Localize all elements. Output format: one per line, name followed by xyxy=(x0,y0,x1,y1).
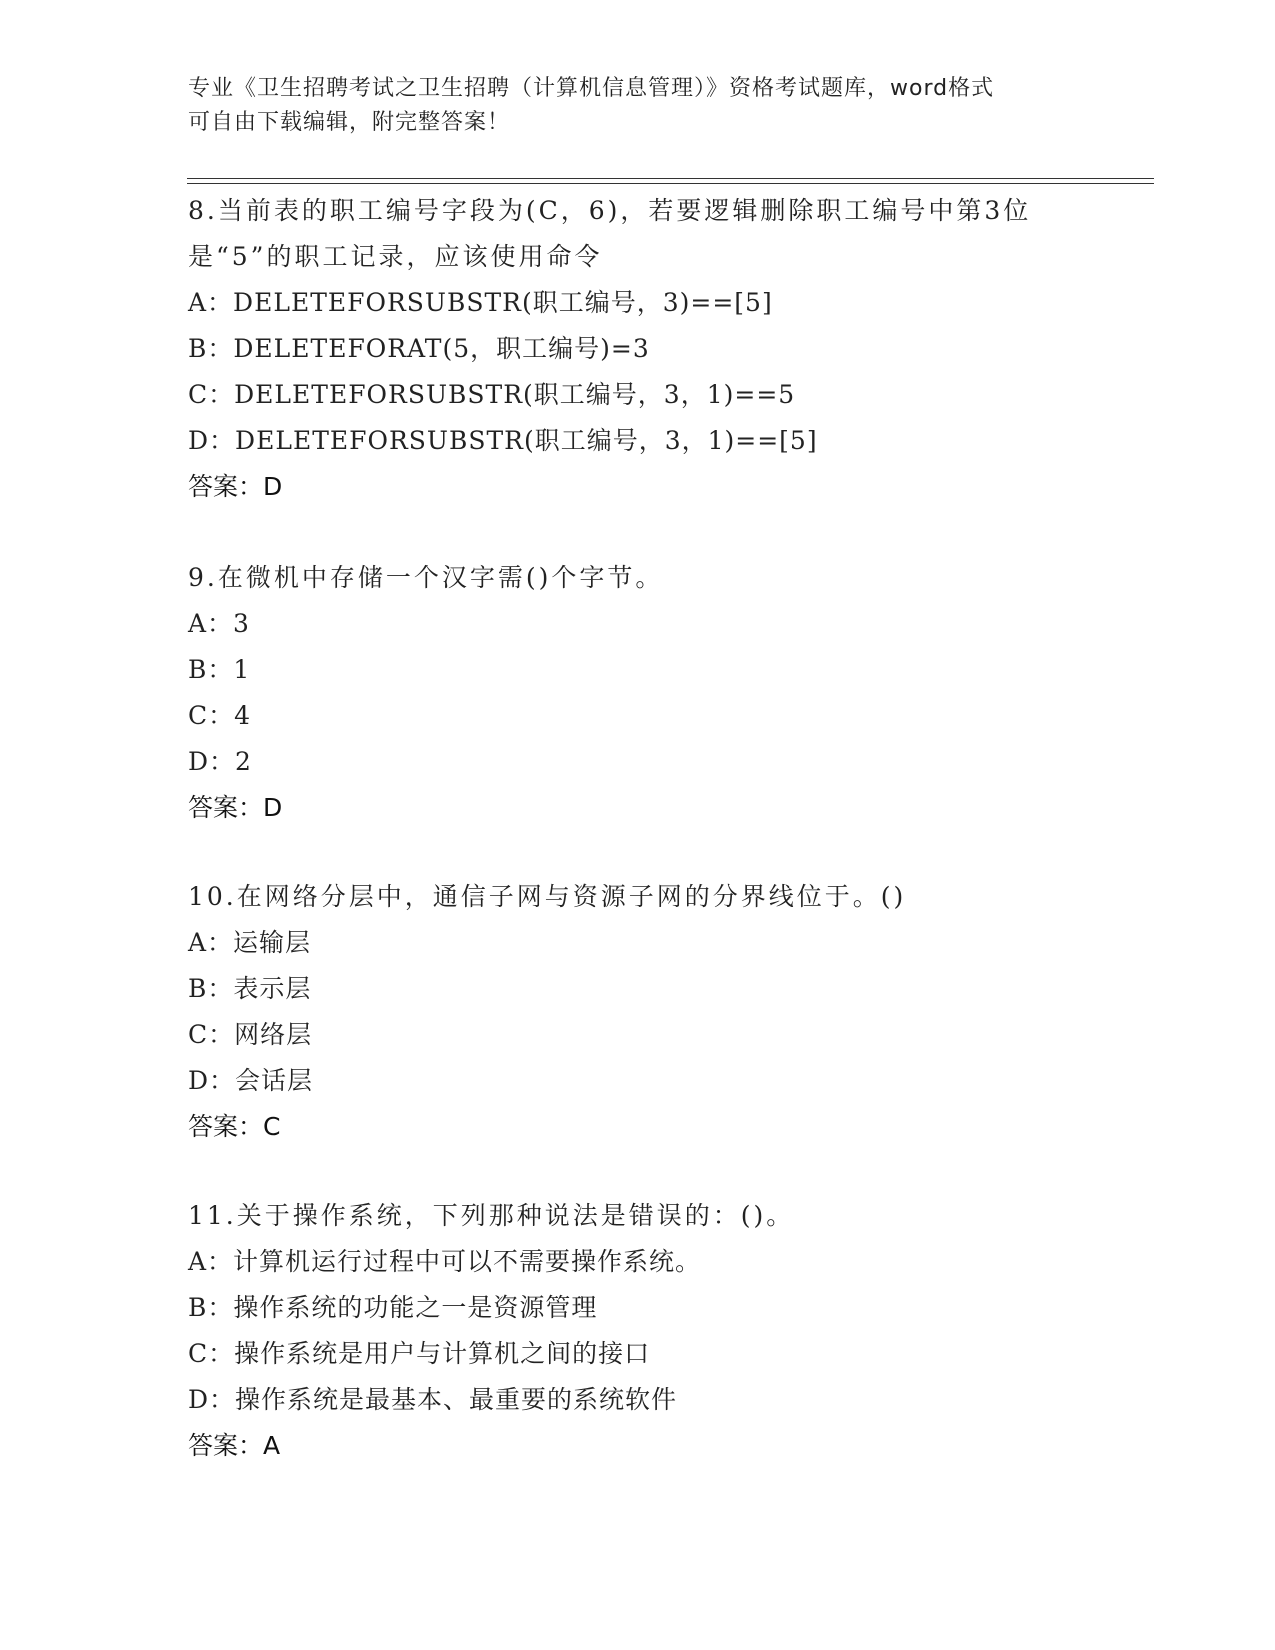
option-b: B：DELETEFORAT(5，职工编号)=3 xyxy=(188,334,650,363)
question-9 xyxy=(188,555,1108,831)
answer: 答案：C xyxy=(188,1112,281,1141)
header-line-1: 专业《卫生招聘考试之卫生招聘（计算机信息管理）》资格考试题库，word格式 xyxy=(188,76,995,101)
option-a: A：DELETEFORSUBSTR(职工编号，3)==[5] xyxy=(188,288,773,317)
option-d: D：2 xyxy=(188,747,252,776)
option-d: D：操作系统是最基本、最重要的系统软件 xyxy=(188,1385,678,1414)
option-c: C：操作系统是用户与计算机之间的接口 xyxy=(188,1339,651,1368)
question-11 xyxy=(188,1193,1108,1469)
answer: 答案：A xyxy=(188,1431,281,1460)
option-a: A：3 xyxy=(188,609,250,638)
header-divider-top xyxy=(187,178,1154,179)
option-c: C：网络层 xyxy=(188,1020,313,1049)
question-text: 9.在微机中存储一个汉字需()个字节。 xyxy=(188,563,664,592)
document-header xyxy=(188,72,1088,140)
header-line-2: 可自由下载编辑，附完整答案！ xyxy=(188,110,511,135)
option-b: B：1 xyxy=(188,655,251,684)
question-text: 8.当前表的职工编号字段为(C，6)，若要逻辑删除职工编号中第3位是“5”的职工记录，应该使用命令 xyxy=(188,196,1032,271)
option-c: C：4 xyxy=(188,701,252,730)
question-10 xyxy=(188,874,1108,1150)
header-divider-bottom xyxy=(187,183,1154,184)
option-b: B：表示层 xyxy=(188,974,312,1003)
question-text: 11.关于操作系统，下列那种说法是错误的：()。 xyxy=(188,1201,795,1230)
option-c: C：DELETEFORSUBSTR(职工编号，3，1)==5 xyxy=(188,380,796,409)
option-a: A：运输层 xyxy=(188,928,312,957)
option-b: B：操作系统的功能之一是资源管理 xyxy=(188,1293,598,1322)
answer: 答案：D xyxy=(188,472,283,501)
option-d: D：会话层 xyxy=(188,1066,314,1095)
option-a: A：计算机运行过程中可以不需要操作系统。 xyxy=(188,1247,702,1276)
option-d: D：DELETEFORSUBSTR(职工编号，3，1)==[5] xyxy=(188,426,818,455)
question-8 xyxy=(188,188,1108,510)
answer: 答案：D xyxy=(188,793,283,822)
question-text: 10.在网络分层中，通信子网与资源子网的分界线位于。() xyxy=(188,882,907,911)
